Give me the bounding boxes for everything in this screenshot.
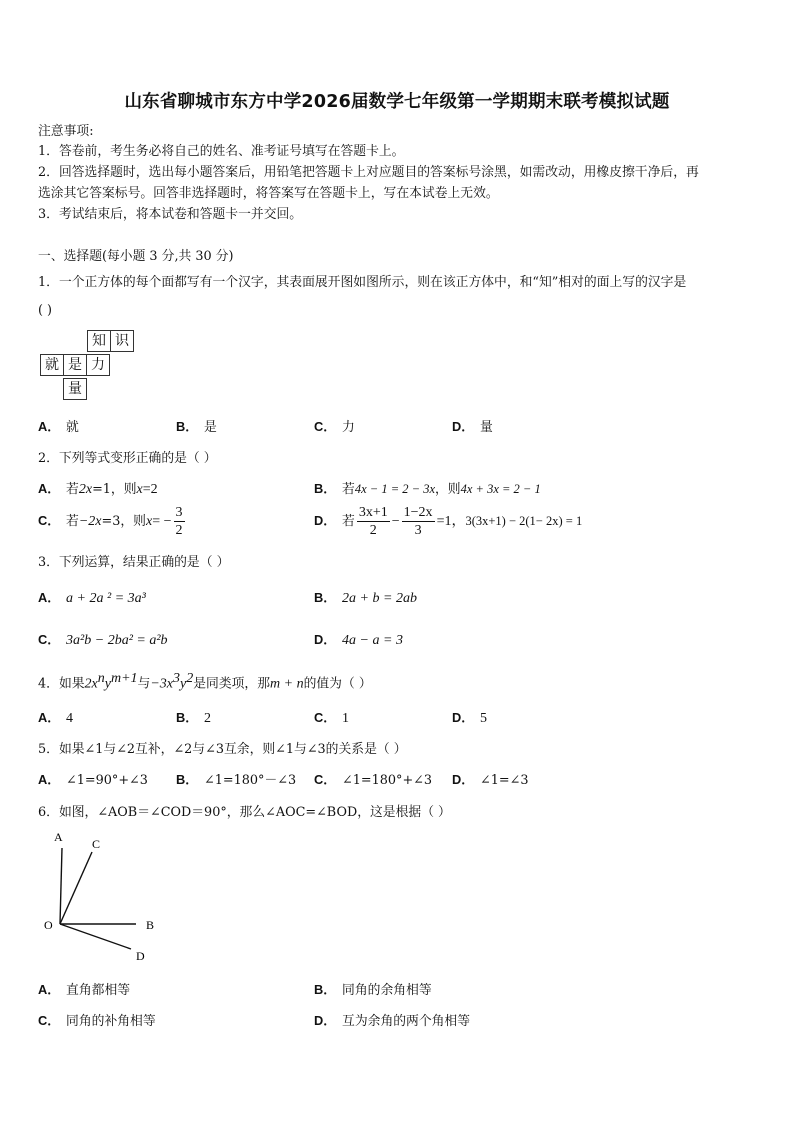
q1-option-b[interactable]: B． 是 bbox=[176, 419, 217, 435]
q5-option-b[interactable]: B． ∠1=180°－∠3 bbox=[176, 772, 297, 788]
q2-option-c[interactable]: C． 若−2x=3，则x= − $\frac{3}{2}$ bbox=[38, 505, 183, 538]
q1-option-a[interactable]: A． 就 bbox=[38, 419, 79, 435]
q2-stem: 2．下列等式变形正确的是（ ） bbox=[38, 451, 217, 466]
q2-option-a[interactable]: A． 若2x=1，则x=2 bbox=[38, 481, 158, 497]
net-cell-shi2: 是 bbox=[63, 354, 87, 376]
q2-d-fraction-2: $\frac{1-2x}{3}$ bbox=[403, 505, 433, 538]
q6-option-c[interactable]: C． 同角的补角相等 bbox=[38, 1013, 156, 1029]
q3-stem: 3．下列运算，结果正确的是（ ） bbox=[38, 555, 230, 570]
q4-option-d[interactable]: D． 5 bbox=[452, 710, 488, 726]
q1-stem-paren: ( ) bbox=[38, 303, 53, 318]
q3-option-d[interactable]: D． 4a − a = 3 bbox=[314, 632, 403, 648]
q4-option-a[interactable]: A． 4 bbox=[38, 710, 74, 726]
ray-od bbox=[60, 924, 131, 949]
label-c: C bbox=[92, 837, 101, 851]
q2-d-fraction-1: $\frac{3x+1}{2}$ bbox=[358, 505, 388, 538]
q6-option-b[interactable]: B． 同角的余角相等 bbox=[314, 982, 432, 998]
q6-option-d[interactable]: D． 互为余角的两个角相等 bbox=[314, 1013, 471, 1029]
net-cell-zhi: 知 bbox=[87, 330, 111, 352]
net-cell-liang: 量 bbox=[63, 378, 87, 400]
q4-stem: 4．如果$2x^ny^{m+1}$与$-3x^3y^2$是同类项，那m + n的值为（ ） bbox=[38, 671, 372, 692]
q2-c-fraction: $\frac{3}{2}$ bbox=[175, 505, 183, 538]
q1-option-c[interactable]: C． 力 bbox=[314, 419, 355, 435]
q6-stem: 6．如图，∠AOB＝∠COD＝90°，那么∠AOC=∠BOD，这是根据（ ） bbox=[38, 805, 451, 820]
q1-option-d[interactable]: D． 量 bbox=[452, 419, 493, 435]
q3-option-a[interactable]: A． a + 2a ² = 3a³ bbox=[38, 590, 146, 606]
q4-option-c[interactable]: C． 1 bbox=[314, 710, 350, 726]
q5-stem: 5．如果∠1与∠2互补，∠2与∠3互余，则∠1与∠3的关系是（ ） bbox=[38, 742, 407, 757]
q1-stem: 1．一个正方体的每个面都写有一个汉字，其表面展开图如图所示，则在该正方体中，和“知”相对的面上写的汉字是 bbox=[38, 275, 687, 290]
q5-option-a[interactable]: A． ∠1=90°+∠3 bbox=[38, 772, 148, 788]
ray-oc bbox=[60, 852, 92, 924]
note-3: 3．考试结束后，将本试卷和答题卡一并交回。 bbox=[38, 207, 303, 222]
angle-figure bbox=[34, 826, 174, 968]
label-d: D bbox=[136, 949, 145, 963]
page-title: 山东省聊城市东方中学2026届数学七年级第一学期期末联考模拟试题 bbox=[124, 92, 670, 112]
q5-option-c[interactable]: C． ∠1=180°+∠3 bbox=[314, 772, 433, 788]
note-2a: 2．回答选择题时，选出每小题答案后，用铅笔把答题卡上对应题目的答案标号涂黑，如需改动，用橡皮擦干净后，再 bbox=[38, 165, 699, 180]
label-o: O bbox=[44, 918, 53, 932]
note-2b: 选涂其它答案标号。回答非选择题时，将答案写在答题卡上，写在本试卷上无效。 bbox=[38, 186, 499, 201]
net-cell-li: 力 bbox=[86, 354, 110, 376]
net-cell-shi: 识 bbox=[110, 330, 134, 352]
ray-oa bbox=[60, 848, 62, 924]
q5-option-d[interactable]: D． ∠1=∠3 bbox=[452, 772, 529, 788]
q6-option-a[interactable]: A． 直角都相等 bbox=[38, 982, 131, 998]
label-a: A bbox=[54, 830, 63, 844]
q3-option-b[interactable]: B． 2a + b = 2ab bbox=[314, 590, 417, 606]
q2-option-d[interactable]: D． 若 $\frac{3x+1}{2}$ − $\frac{1-2x}{3}$ =1，3(3x+1) − 2(1− 2x) = 1 bbox=[314, 505, 583, 538]
label-b: B bbox=[146, 918, 155, 932]
section-heading: 一、选择题(每小题 3 分,共 30 分) bbox=[38, 249, 234, 264]
notes-heading: 注意事项: bbox=[38, 124, 94, 139]
note-1: 1．答卷前，考生务必将自己的姓名、准考证号填写在答题卡上。 bbox=[38, 144, 405, 159]
q2-option-b[interactable]: B． 若4x − 1 = 2 − 3x，则4x + 3x = 2 − 1 bbox=[314, 481, 541, 497]
net-cell-jiu: 就 bbox=[40, 354, 64, 376]
q4-option-b[interactable]: B． 2 bbox=[176, 710, 212, 726]
q3-option-c[interactable]: C． 3a²b − 2ba² = a²b bbox=[38, 632, 168, 648]
